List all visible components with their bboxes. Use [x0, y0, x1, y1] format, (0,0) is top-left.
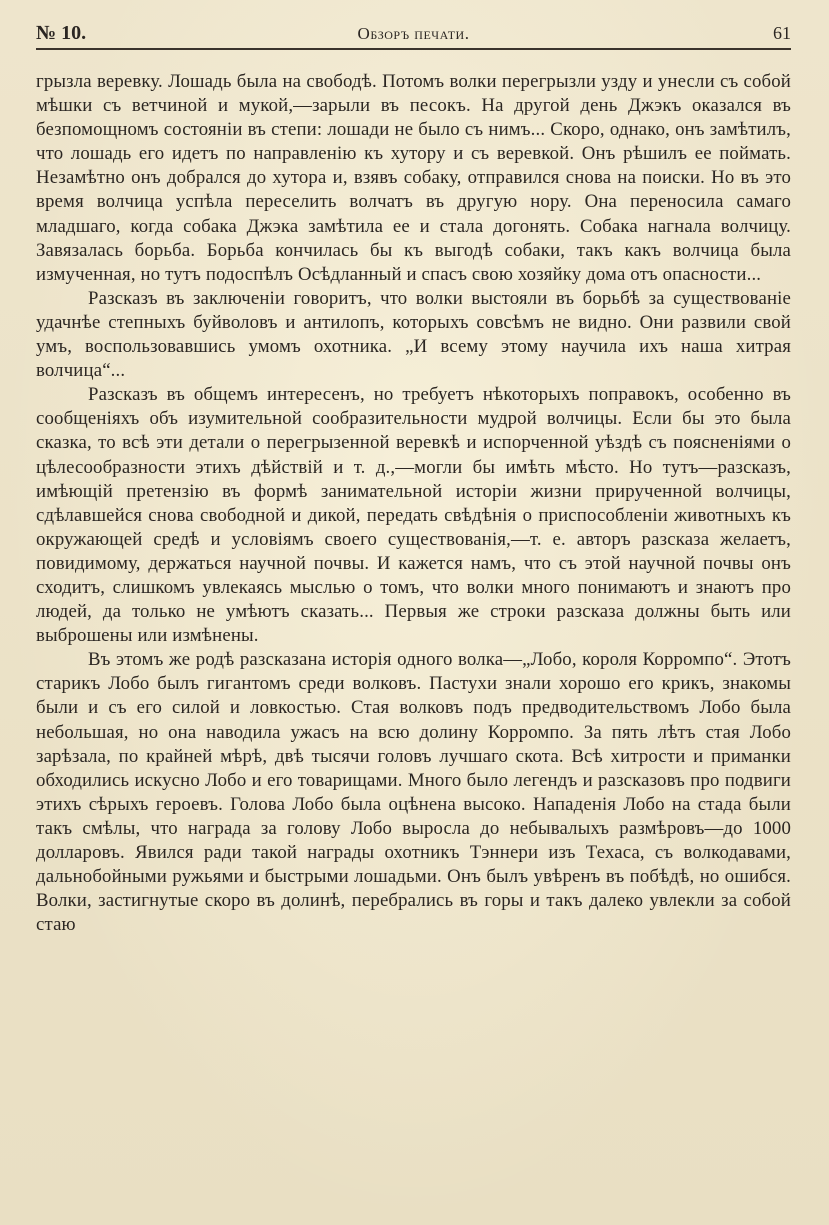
paragraph: Разсказъ въ заключеніи говоритъ, что волки выстояли въ борьбѣ за существованіе удачнѣе степныхъ буйволовъ и антилопъ, которыхъ совсѣмъ не видно. Они развили свой умъ, воспользовавшись умомъ охотника. „И всему этому научила ихъ наша хитрая волчица“... — [36, 287, 791, 382]
issue-number: № 10. — [36, 22, 87, 44]
running-header — [36, 22, 791, 50]
paragraph: грызла веревку. Лошадь была на свободѣ. Потомъ волки перегрызли узду и унесли съ собой мѣшки съ ветчиной и мукой,—зарыли въ песокъ. На другой день Джэкъ оказался въ безпомощномъ состояніи въ степи: лошади не было съ нимъ... Скоро, однако, онъ замѣтилъ, что лошадь его идетъ по направленію къ хутору и съ веревкой. Онъ рѣшилъ ее поймать. Незамѣтно онъ добрался до хутора и, взявъ собаку, отправился снова на поиски. Но въ это время волчица успѣла переселить волчатъ въ другую нору. Она переносила самаго младшаго, когда собака Джэка замѣтила ее и стала догонять. Собака нагнала волчицу. Завязалась борьба. Борьба кончилась бы къ выгодѣ собаки, такъ какъ волчица была измученная, но тутъ подоспѣлъ Осѣдланный и спасъ свою хозяйку дома отъ опасности... — [36, 71, 791, 285]
section-title: Обзоръ печати. — [357, 24, 470, 43]
page-number: 61 — [773, 23, 791, 43]
paragraph: Разсказъ въ общемъ интересенъ, но требуетъ нѣкоторыхъ поправокъ, особенно въ сообщеніяхъ объ изумительной сообразительности мудрой волчицы. Если бы это была сказка, то всѣ эти детали о перегрызенной веревкѣ и испорченной уѣздѣ съ поясненіями о цѣлесообразности этихъ дѣйствій и т. д.,—могли бы имѣть мѣсто. Но тутъ—разсказъ, имѣющій претензію въ формѣ занимательной исторіи жизни прирученной волчицы, сдѣлавшейся снова свободной и дикой, передать свѣдѣнія о приспособленіи животныхъ къ окружающей средѣ и условіямъ своего существованія,—т. е. авторъ разсказа желаетъ, повидимому, держаться научной почвы. И кажется намъ, что съ этой научной почвы онъ сходитъ, слишкомъ увлекаясь мыслью о томъ, что волки много понимаютъ и знаютъ про людей, да только не умѣютъ сказать... Первыя же строки разсказа должны быть или выброшены или измѣнены. — [36, 384, 791, 647]
article-body — [36, 70, 791, 937]
paragraph: Въ этомъ же родѣ разсказана исторія одного волка—„Лобо, короля Корромпо“. Этотъ старикъ Лобо былъ гигантомъ среди волковъ. Пастухи знали хорошо его крикъ, знакомы были и съ его силой и ловкостью. Стая волковъ подъ предводительствомъ Лобо была небольшая, но она наводила ужасъ на всю долину Корромпо. За пять лѣтъ стая Лобо зарѣзала, по крайней мѣрѣ, двѣ тысячи головъ лучшаго скота. Всѣ хитрости и приманки обходились искусно Лобо и его товарищами. Много было легендъ и разсказовъ про подвиги этихъ сѣрыхъ героевъ. Голова Лобо была оцѣнена высоко. Нападенія Лобо на стада были такъ смѣлы, что награда за голову Лобо выросла до небывалыхъ размѣровъ—до 1000 долларовъ. Явился ради такой награды охотникъ Тэннери изъ Техаса, съ волкодавами, дальнобойными ружьями и быстрыми лошадьми. Онъ былъ увѣренъ въ побѣдѣ, но ошибся. Волки, застигнутые скоро въ долинѣ, перебрались въ горы и такъ далеко увлекли за собой стаю — [36, 649, 791, 936]
